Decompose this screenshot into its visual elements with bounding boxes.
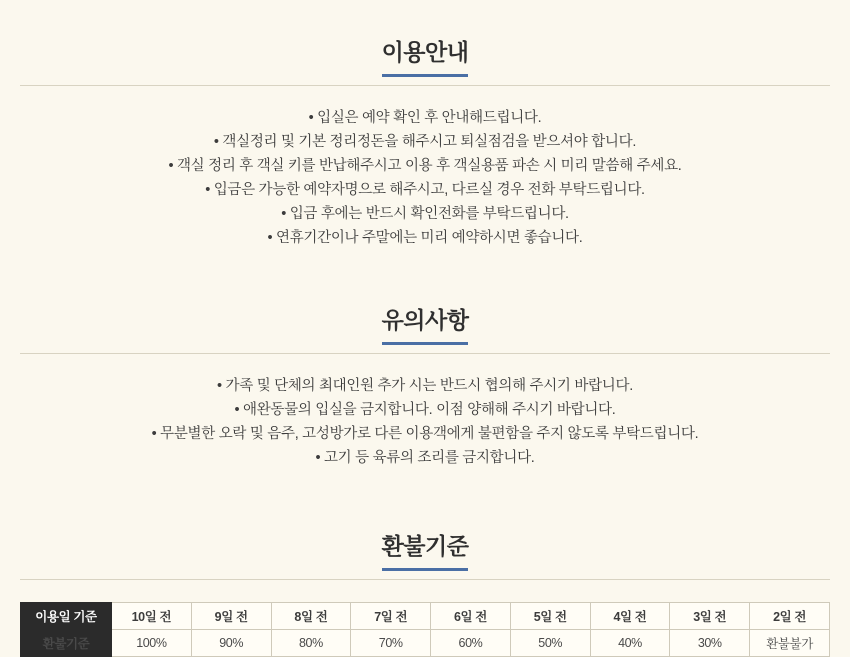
section-divider-refund-policy	[20, 579, 830, 580]
section-title-usage-guide: 이용안내	[381, 39, 469, 65]
refund-table-cell: 70%	[351, 630, 431, 657]
precautions-lines	[20, 374, 830, 470]
refund-table-cell: 80%	[271, 630, 351, 657]
refund-table-wrapper	[20, 602, 830, 657]
refund-table-cell: 90%	[191, 630, 271, 657]
section-title-precautions: 유의사항	[381, 307, 469, 333]
section-usage-guide	[20, 0, 830, 250]
refund-table-cell: 100%	[112, 630, 192, 657]
refund-table	[20, 602, 830, 657]
refund-table-column-header: 9일 전	[191, 603, 271, 630]
refund-table-column-header: 3일 전	[670, 603, 750, 630]
refund-table-cell: 40%	[590, 630, 670, 657]
refund-table-column-header: 6일 전	[431, 603, 511, 630]
section-divider-precautions	[20, 353, 830, 354]
usage-guide-line: • 입금 후에는 반드시 확인전화를 부탁드립니다.	[281, 206, 569, 222]
refund-table-column-header: 10일 전	[112, 603, 192, 630]
refund-table-column-header: 8일 전	[271, 603, 351, 630]
usage-guide-line: • 객실 정리 후 객실 키를 반납해주시고 이용 후 객실용품 파손 시 미리 말씀해 주세요.	[168, 158, 682, 174]
title-underline-precautions	[382, 342, 468, 345]
title-underline-usage-guide	[382, 74, 468, 77]
usage-guide-line: • 연휴기간이나 주말에는 미리 예약하시면 좋습니다.	[267, 230, 583, 246]
usage-guide-line: • 객실정리 및 기본 정리정돈을 해주시고 퇴실점검을 받으셔야 합니다.	[213, 134, 637, 150]
refund-table-cell: 30%	[670, 630, 750, 657]
refund-table-cell: 환불불가	[750, 630, 830, 657]
section-refund-policy	[20, 470, 830, 657]
table-row	[21, 630, 830, 657]
precautions-line: • 고기 등 육류의 조리를 금지합니다.	[315, 450, 535, 466]
refund-table-row-label: 이용일 기준	[21, 603, 112, 630]
usage-guide-line: • 입금은 가능한 예약자명으로 해주시고, 다르실 경우 전화 부탁드립니다.	[205, 182, 645, 198]
refund-table-row-label: 환불기준	[21, 630, 112, 657]
precautions-line: • 애완동물의 입실을 금지합니다. 이점 양해해 주시기 바랍니다.	[234, 402, 616, 418]
section-divider-usage-guide	[20, 85, 830, 86]
section-title-refund-policy: 환불기준	[381, 533, 469, 559]
refund-table-column-header: 5일 전	[510, 603, 590, 630]
table-row	[21, 603, 830, 630]
precautions-line: • 무분별한 오락 및 음주, 고성방가로 다른 이용객에게 불편함을 주지 않도록 부탁드립니다.	[151, 426, 699, 442]
precautions-line: • 가족 및 단체의 최대인원 추가 시는 반드시 협의해 주시기 바랍니다.	[217, 378, 633, 394]
refund-table-column-header: 2일 전	[750, 603, 830, 630]
refund-table-cell: 50%	[510, 630, 590, 657]
section-precautions	[20, 250, 830, 470]
usage-guide-lines	[20, 106, 830, 250]
refund-table-column-header: 7일 전	[351, 603, 431, 630]
refund-table-cell: 60%	[431, 630, 511, 657]
title-underline-refund-policy	[382, 568, 468, 571]
refund-table-column-header: 4일 전	[590, 603, 670, 630]
usage-guide-line: • 입실은 예약 확인 후 안내해드립니다.	[308, 110, 542, 126]
